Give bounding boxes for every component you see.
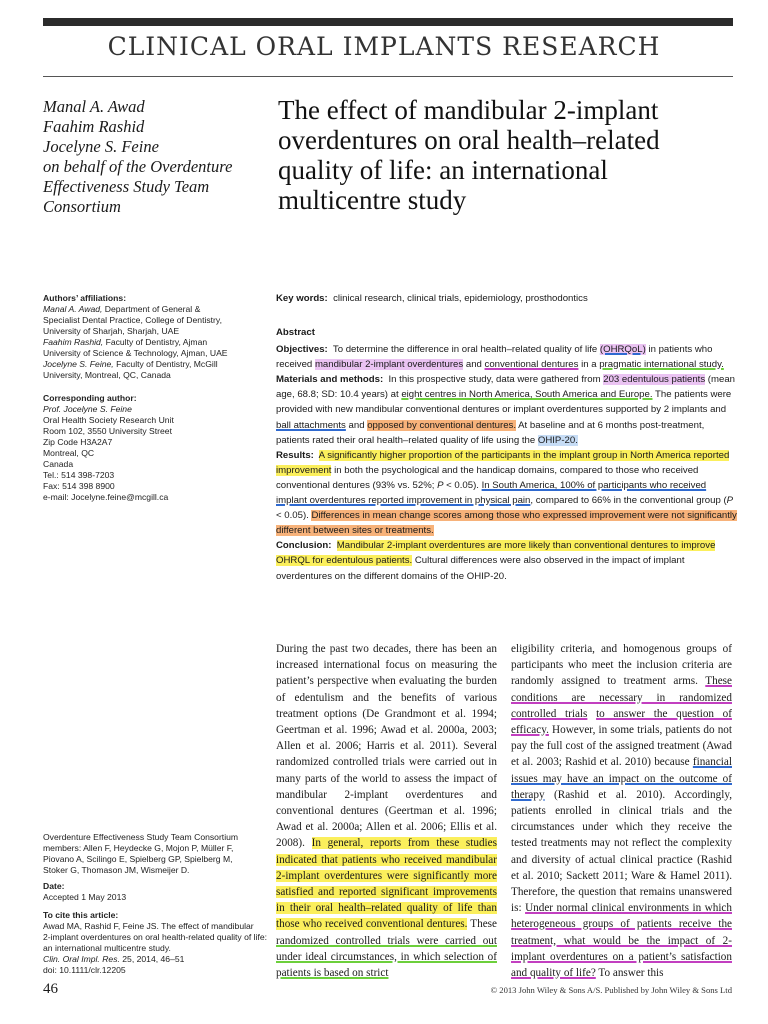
author-name: Jocelyne S. Feine: [43, 137, 159, 156]
copyright-footer: © 2013 John Wiley & Sons A/S. Published by John Wiley & Sons Ltd: [490, 985, 732, 995]
cite-journal: Clin. Oral Impl. Res. 25, 2014, 46–51: [43, 954, 185, 964]
highlight-conclusion: Mandibular 2-implant overdentures are more likely than conventional dentures to improve OHRQL for edentulous patients.: [276, 540, 716, 567]
abstract-conclusion: Conclusion: Mandibular 2-implant overdentures are more likely than conventional dentures to improve OHRQL for edentulous patients. Cultural differences were also observed in the impact of implant overdentures on the different domains of the OHIP-20.: [276, 540, 716, 582]
affiliations-heading: Authors’ affiliations:: [43, 293, 127, 303]
affiliation-line: University of Sharjah, Sharjah, UAE: [43, 326, 180, 336]
consortium-line: Stoker G, Thomason JM, Wismeijer D.: [43, 865, 190, 875]
author-name: Manal A. Awad: [43, 97, 145, 116]
highlight-overdentures: mandibular 2-implant overdentures: [314, 359, 464, 371]
cite-line: 2-implant overdentures on oral health-related quality of life:: [43, 932, 268, 942]
consortium-line: members: Allen F, Heydecke G, Mojon P, Müller F,: [43, 843, 234, 853]
header-rule: [43, 76, 733, 77]
highlight-patients: 203 edentulous patients: [603, 374, 706, 386]
citation: [43, 910, 268, 976]
corresponding-name: Prof. Jocelyne S. Feine: [43, 404, 132, 414]
affiliation-line: University, Montreal, QC, Canada: [43, 370, 171, 380]
article-title: The effect of mandibular 2-implant overdentures on oral health–related quality of life: an international multicentre study: [278, 95, 660, 215]
corresponding-author: [43, 393, 263, 503]
body-column-1: During the past two decades, there has been an increased international focus on measuring the patient’s perspective when evaluating the burden of edentulism and the benefits of various treatment options (De Grandmont et al. 1994; Geertman et al. 1996; Awad et al. 2000a, 2003; Allen et al. 2006; Harris et al. 2011). Several randomized controlled trials were carried out in many parts of the world to assess the impact of mandibular 2-implant overdentures and conventional dentures (Geertman et al. 1996; Awad et al. 2000a; Allen et al. 2006; Ellis et al. 2008). In general, reports from these studies indicated that patients who received mandibular 2-implant overdentures were significantly more satisfied and reported significant improvements in their oral health–related quality of life than those who received conventional dentures. These randomized controlled trials were carried out under ideal circumstances, in which selection of patients is based on strict: [276, 643, 497, 980]
affiliation-line: Jocelyne S. Feine, Faculty of Dentistry, McGill: [43, 359, 218, 369]
author-name: Consortium: [43, 197, 121, 216]
corresponding-line: Fax: 514 398 8900: [43, 481, 115, 491]
affiliation-line: University of Science & Technology, Ajman, UAE: [43, 348, 228, 358]
highlight-body-1: In general, reports from these studies indicated that patients who received mandibular 2-implant overdentures were significantly more satisfied and reported significant improvements in their oral health–related quality of life than those who received conventional dentures.: [276, 837, 497, 931]
body-column-2: eligibility criteria, and homogenous groups of participants who meet the inclusion criteria are randomly assigned to treatment arms. These conditions are necessary in randomized controlled trials to answer the question of efficacy. However, in some trials, patients do not pay the full cost of the assigned treatment (Awad et al. 2003; Rashid et al. 2010) because financial issues may have an impact on the outcome of therapy (Rashid et al. 2010). Accordingly, patients enrolled in clinical trials and the circumstances under which they receive the tested treatments may not reflect the complexity and diversity of actual clinical practice (Rashid et al. 2010; Sackett 2011; Ware & Hamel 2011). Therefore, the question that remains unanswered is: Under normal clinical environments in which heterogeneous groups of patients receive the treatment, what would be the impact of 2-implant overdentures on a patient’s satisfaction and quality of life? To answer this: [511, 643, 732, 980]
corresponding-line: Canada: [43, 459, 74, 469]
affiliation-line: Specialist Dental Practice, College of Dentistry,: [43, 315, 222, 325]
affiliation-line: Manal A. Awad, Department of General &: [43, 304, 201, 314]
journal-header-bar: [43, 18, 733, 26]
corresponding-heading: Corresponding author:: [43, 393, 137, 403]
consortium-line: Piovano A, Scilingo E, Spielberg GP, Spielberg M,: [43, 854, 233, 864]
highlight-ohip: OHIP-20.: [537, 434, 578, 446]
abstract: [276, 325, 738, 584]
cite-heading: To cite this article:: [43, 910, 119, 920]
corresponding-line: Zip Code H3A2A7: [43, 437, 113, 447]
author-list: [43, 97, 268, 217]
affiliation-line: Faahim Rashid, Faculty of Dentistry, Ajman: [43, 337, 208, 347]
keywords-text: clinical research, clinical trials, epidemiology, prosthodontics: [333, 293, 588, 304]
journal-name: CLINICAL ORAL IMPLANTS RESEARCH: [107, 32, 661, 61]
abstract-methods: Materials and methods: In this prospective study, data were gathered from 203 edentulous patients (mean age, 68.8; SD: 10.4 years) at eight centres in North America, South America and Europe. The patients were provided with new mandibular conventional dentures or implant overdentures supported by 2 implants and ball attachments and opposed by conventional dentures. At baseline and at 6 months post-treatment, patients rated their oral health–related quality of life using the OHIP-20.: [276, 374, 735, 446]
keywords-label: Key words:: [276, 293, 328, 304]
cite-line: an international multicentre study.: [43, 943, 171, 953]
highlight-results-1: A significantly higher proportion of the participants in the implant group in North America reported improvement: [276, 449, 730, 476]
corresponding-line: Montreal, QC: [43, 448, 95, 458]
page-number: 46: [43, 981, 58, 997]
highlight-ohrqol: (OHRQoL): [599, 344, 646, 356]
author-name: Faahim Rashid: [43, 117, 145, 136]
abstract-results: Results: A significantly higher proportion of the participants in the implant group in North America reported improvement in both the psychological and the handicap domains, compared to those who received conventional dentures (93% vs. 52%; P < 0.05). In South America, 100% of participants who received implant overdentures reported improvement in physical pain, compared to 66% in the conventional group (P < 0.05). Differences in mean change scores among those who expressed improvement were not significantly different between sites or treatments.: [276, 449, 737, 537]
consortium-members: [43, 832, 263, 876]
author-name: on behalf of the Overdenture: [43, 157, 233, 176]
accepted-date: [43, 881, 263, 903]
corresponding-line: Oral Health Society Research Unit: [43, 415, 174, 425]
corresponding-line: Tel.: 514 398-7203: [43, 470, 115, 480]
highlight-results-2: Differences in mean change scores among those who expressed improvement were not significantly different between sites or treatments.: [276, 510, 737, 537]
abstract-heading: Abstract: [276, 327, 315, 338]
date-heading: Date:: [43, 881, 65, 891]
abstract-objectives: Objectives: To determine the difference in oral health–related quality of life (OHRQoL) in patients who received mandibular 2-implant overdentures and conventional dentures in a pragmatic international study.: [276, 344, 724, 371]
affiliations: [43, 293, 263, 381]
email-address[interactable]: e-mail: Jocelyne.feine@mcgill.ca: [43, 492, 169, 502]
corresponding-line: Room 102, 3550 University Street: [43, 426, 172, 436]
consortium-line: Overdenture Effectiveness Study Team Consortium: [43, 832, 239, 842]
keywords: [276, 293, 736, 304]
highlight-opposed: opposed by conventional dentures.: [367, 419, 517, 431]
author-name: Effectiveness Study Team: [43, 177, 210, 196]
date-text: Accepted 1 May 2013: [43, 892, 127, 902]
cite-line: Awad MA, Rashid F, Feine JS. The effect of mandibular: [43, 921, 254, 931]
doi-link[interactable]: doi: 10.1111/clr.12205: [43, 965, 126, 975]
